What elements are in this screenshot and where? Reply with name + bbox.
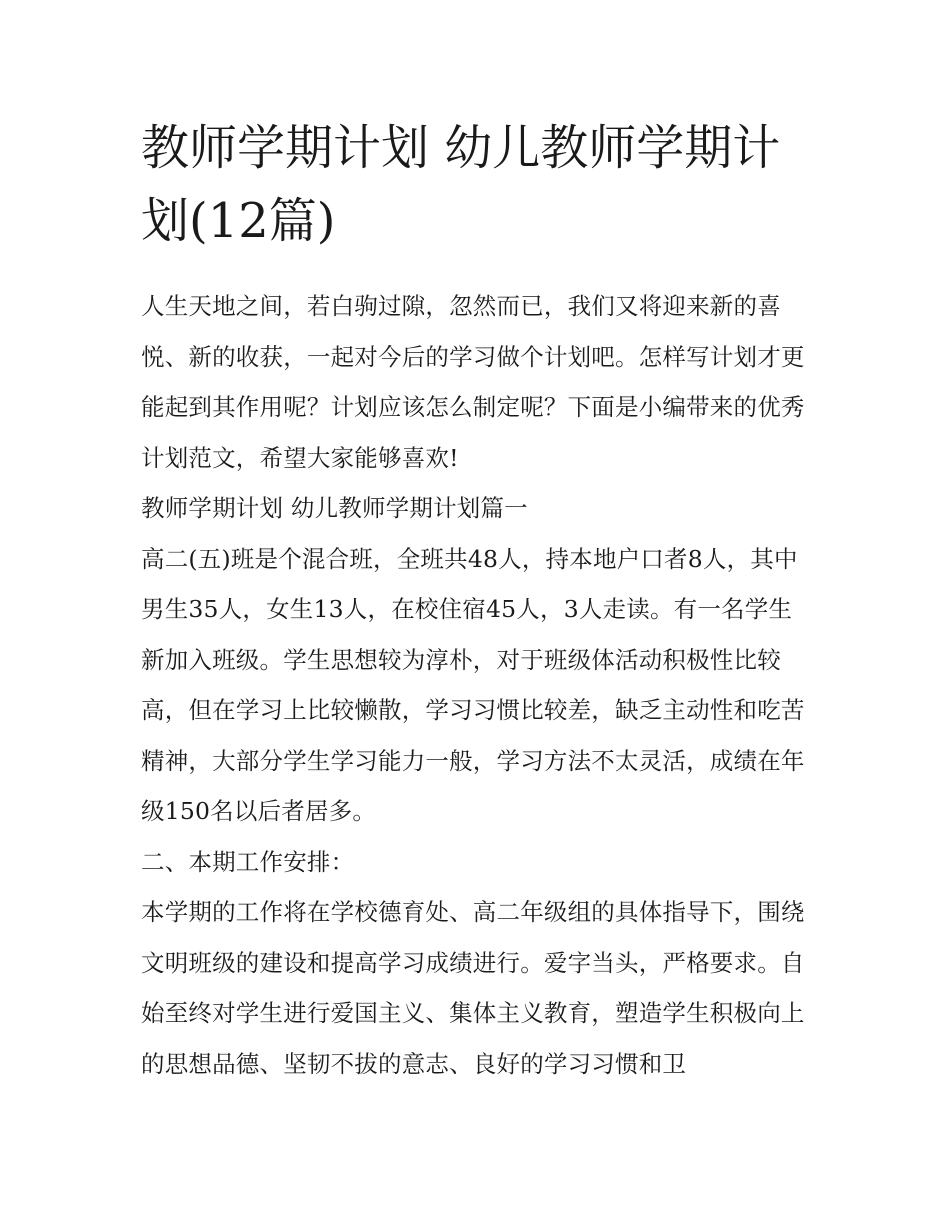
section-heading: 教师学期计划 幼儿教师学期计划篇一 — [141, 494, 528, 522]
intro-paragraph: 人生天地之间，若白驹过隙，忽然而已，我们又将迎来新的喜悦、新的收获，一起对今后的学习做个计划吧。怎样写计划才更能起到其作用呢？计划应该怎么制定呢？下面是小编带来的优秀计划范文，希望大家能够喜欢! — [141, 292, 805, 472]
document-page — [141, 112, 811, 1089]
document-title: 教师学期计划 幼儿教师学期计划(12篇) — [141, 120, 781, 249]
work-arrangement-paragraph: 本学期的工作将在学校德育处、高二年级组的具体指导下，围绕文明班级的建设和提高学习成绩进行。爱字当头，严格要求。自始至终对学生进行爱国主义、集体主义教育，塑造学生积极向上的思想品德、坚韧不拔的意志、良好的学习习惯和卫 — [141, 898, 805, 1078]
class-description-paragraph: 高二(五)班是个混合班，全班共48人，持本地户口者8人，其中男生35人，女生13人，在校住宿45人，3人走读。有一名学生新加入班级。学生思想较为淳朴，对于班级体活动积极性比较高，但在学习上比较懒散，学习习惯比较差，缺乏主动性和吃苦精神，大部分学生学习能力一般，学习方法不太灵活，成绩在年级150名以后者居多。 — [141, 544, 805, 825]
work-arrangement-heading: 二、本期工作安排： — [141, 847, 355, 876]
document-body — [141, 281, 811, 1089]
